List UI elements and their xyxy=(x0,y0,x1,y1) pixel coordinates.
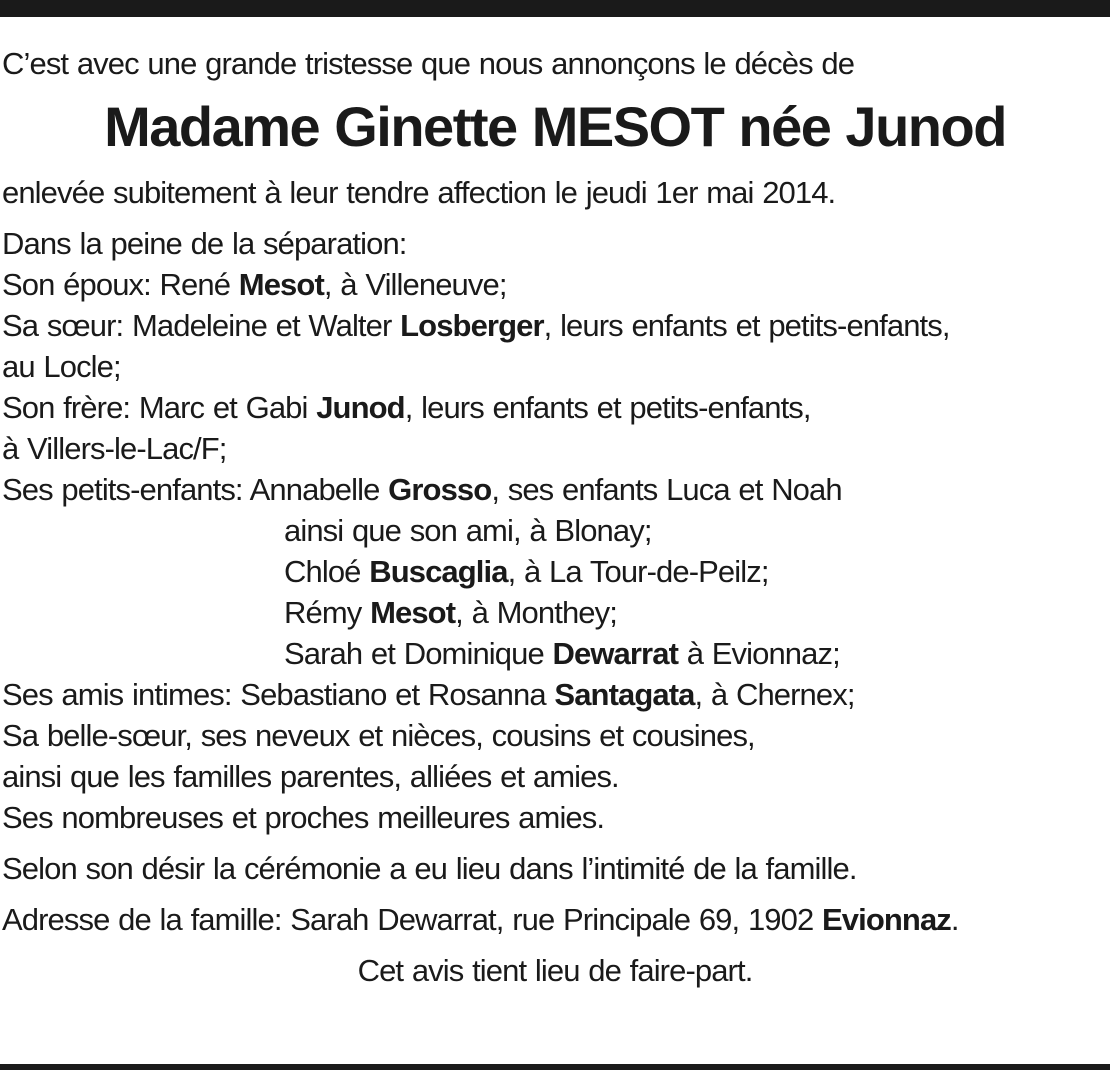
obituary-notice xyxy=(2,40,1108,991)
sister-surname: Losberger xyxy=(400,308,544,343)
top-border-rule xyxy=(0,0,1110,17)
grandchild-suffix: , à Monthey; xyxy=(455,595,617,630)
address-line xyxy=(2,899,1108,940)
grandchild-suffix: à Evionnaz; xyxy=(678,636,840,671)
address-city: Evionnaz xyxy=(822,902,951,937)
grandchild-prefix: Chloé xyxy=(284,554,370,589)
grandchild-surname: Dewarrat xyxy=(552,636,678,671)
sister-line xyxy=(2,305,1108,346)
friends-suffix: , à Chernex; xyxy=(694,677,855,712)
grandchildren-label: Ses petits-enfants: Annabelle xyxy=(2,472,389,507)
sister-suffix: , leurs enfants et petits-enfants, xyxy=(543,308,950,343)
address-prefix: Adresse de la famille: Sarah Dewarrat, rue Principale 69, 1902 xyxy=(2,902,823,937)
brother-suffix: , leurs enfants et petits-enfants, xyxy=(404,390,811,425)
brother-prefix: Son frère: Marc et Gabi xyxy=(2,390,317,425)
ceremony-text: Selon son désir la cérémonie a eu lieu dans l’intimité de la famille. xyxy=(2,851,857,886)
grandchild-surname: Grosso xyxy=(388,472,492,507)
grandchild-prefix: Rémy xyxy=(284,595,371,630)
spouse-suffix: , à Villeneuve; xyxy=(323,267,507,302)
footer-text: Cet avis tient lieu de faire-part. xyxy=(357,953,753,988)
family-heading: Dans la peine de la séparation: xyxy=(2,226,407,261)
grandchild-suffix: , à La Tour-de-Peilz; xyxy=(507,554,769,589)
grandchild-entry xyxy=(2,551,1108,592)
friends-line xyxy=(2,674,1108,715)
friends-surname: Santagata xyxy=(554,677,695,712)
brother-line xyxy=(2,387,1108,428)
intro-text: C’est avec une grande tristesse que nous annonçons le décès de xyxy=(2,46,855,81)
brother-continuation: à Villers-le-Lac/F; xyxy=(2,431,227,466)
sister-continuation: au Locle; xyxy=(2,349,121,384)
grandchild-entry xyxy=(2,633,1108,674)
grandchild-continuation: ainsi que son ami, à Blonay; xyxy=(284,513,652,548)
bottom-border-rule xyxy=(0,1064,1110,1070)
grandchildren-line xyxy=(2,469,1108,510)
brother-surname: Junod xyxy=(316,390,405,425)
friends-prefix: Ses amis intimes: Sebastiano et Rosanna xyxy=(2,677,555,712)
spouse-line xyxy=(2,264,1108,305)
grandchild-surname: Mesot xyxy=(370,595,456,630)
closing-line: Ses nombreuses et proches meilleures amies. xyxy=(2,800,605,835)
grandchild-suffix: , ses enfants Luca et Noah xyxy=(491,472,842,507)
grandchild-surname: Buscaglia xyxy=(369,554,508,589)
closing-line: ainsi que les familles parentes, alliées et amies. xyxy=(2,759,619,794)
grandchild-entry xyxy=(2,592,1108,633)
subtitle-text: enlevée subitement à leur tendre affection le jeudi 1er mai 2014. xyxy=(2,175,836,210)
spouse-prefix: Son époux: René xyxy=(2,267,239,302)
deceased-name: Madame Ginette MESOT née Junod xyxy=(104,95,1006,158)
address-suffix: . xyxy=(950,902,959,937)
sister-prefix: Sa sœur: Madeleine et Walter xyxy=(2,308,401,343)
grandchild-prefix: Sarah et Dominique xyxy=(284,636,553,671)
spouse-surname: Mesot xyxy=(238,267,324,302)
closing-line: Sa belle-sœur, ses neveux et nièces, cousins et cousines, xyxy=(2,718,755,753)
